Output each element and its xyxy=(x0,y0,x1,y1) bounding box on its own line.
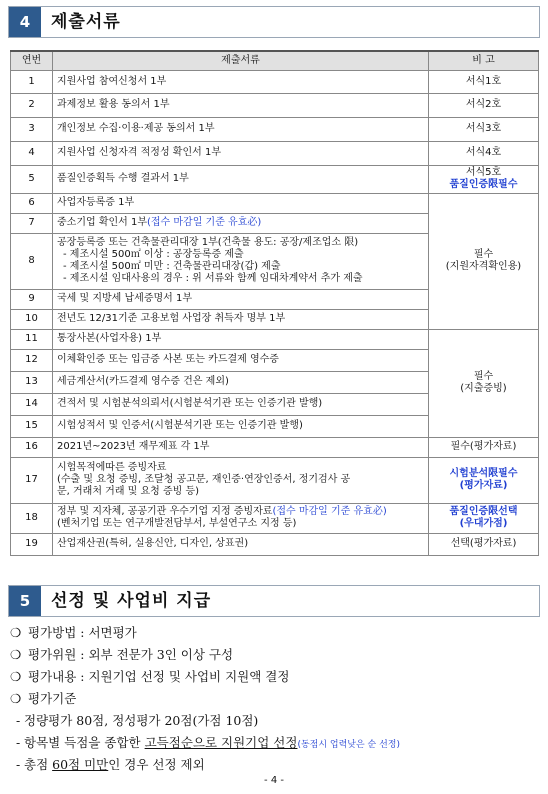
row-doc: 2021년~2023년 재무제표 각 1부 xyxy=(53,437,429,457)
row-doc-sub: - 제조시설 500㎡ 미만 : 건축물관리대장(갑) 제출 xyxy=(63,261,281,272)
row-note: 서식4호 xyxy=(429,141,539,165)
criteria-std3-post: 인 경우 선정 제외 xyxy=(108,757,205,772)
row-doc: 품질인증획득 수행 결과서 1부 xyxy=(53,165,429,193)
bullet-icon: ❍ xyxy=(10,669,22,684)
table-row xyxy=(11,117,539,141)
table-row xyxy=(11,141,539,165)
row-doc xyxy=(53,457,429,503)
row-note: 선택(평가자료) xyxy=(429,533,539,555)
section-5-title: 선정 및 사업비 지급 xyxy=(51,591,212,611)
row-doc-sub: (벤처기업 또는 연구개발전담부서, 부설연구소 지정 등) xyxy=(57,518,297,529)
row-note xyxy=(429,165,539,193)
row-doc-sub: 문, 거래처 거래 및 요청 증빙 등) xyxy=(57,486,200,497)
criteria-std3 xyxy=(10,754,540,776)
table-row xyxy=(11,533,539,555)
row-doc: 산업재산권(특허, 실용신안, 디자인, 상표권) xyxy=(53,533,429,555)
row-note-line1: 시험분석限필수 xyxy=(449,468,518,479)
row-note-line2: 품질인증限필수 xyxy=(449,179,518,190)
row-no: 1 xyxy=(11,70,53,93)
row-no: 8 xyxy=(11,233,53,289)
table-row xyxy=(11,93,539,117)
row-doc: 지원사업 신청자격 적정성 확인서 1부 xyxy=(53,141,429,165)
row-note: 필수(평가자료) xyxy=(429,437,539,457)
col-header-doc: 제출서류 xyxy=(53,51,429,70)
row-note xyxy=(429,503,539,533)
row-no: 3 xyxy=(11,117,53,141)
row-doc xyxy=(53,503,429,533)
row-note-line1: 서식5호 xyxy=(465,167,502,178)
table-row xyxy=(11,503,539,533)
row-no: 9 xyxy=(11,289,53,309)
row-no: 10 xyxy=(11,309,53,329)
row-note: 서식1호 xyxy=(429,70,539,93)
group-note-expense-line1: 필수 xyxy=(473,371,494,382)
table-row xyxy=(11,193,539,213)
row-no: 16 xyxy=(11,437,53,457)
group-note-expense xyxy=(429,329,539,437)
group-note-eligibility-line2: (지원자격확인용) xyxy=(445,261,522,272)
bullet-icon: ❍ xyxy=(10,647,22,662)
section-5-header xyxy=(8,585,540,617)
section-4-number: 4 xyxy=(9,7,41,37)
row-no: 11 xyxy=(11,329,53,349)
group-note-eligibility-line1: 필수 xyxy=(473,249,494,260)
row-note xyxy=(429,457,539,503)
row-doc-text: 공장등록증 또는 건축물관리대장 1부(건축물 용도: 공장/제조업소 限) xyxy=(57,237,359,248)
table-header-row xyxy=(11,51,539,70)
row-doc: 세금계산서(카드결제 영수증 건은 제외) xyxy=(53,371,429,393)
criteria-std2-underlined: 고득점순으로 지원기업 선정 xyxy=(144,735,298,750)
page-number: - 4 - xyxy=(264,775,284,786)
row-doc: 지원사업 참여신청서 1부 xyxy=(53,70,429,93)
row-doc: 전년도 12/31기준 고용보험 사업장 취득자 명부 1부 xyxy=(53,309,429,329)
row-doc xyxy=(53,233,429,289)
section-4-title: 제출서류 xyxy=(51,12,121,32)
criteria-method xyxy=(10,622,540,644)
dash-icon: - xyxy=(16,757,21,772)
table-row xyxy=(11,437,539,457)
row-doc-sub: - 제조시설 500㎡ 이상 : 공장등록증 제출 xyxy=(63,249,244,260)
row-no: 14 xyxy=(11,393,53,415)
row-doc: 시험성적서 및 인증서(시험분석기관 또는 인증기관 발행) xyxy=(53,415,429,437)
col-header-note: 비 고 xyxy=(429,51,539,70)
row-no: 7 xyxy=(11,213,53,233)
documents-table xyxy=(10,50,539,556)
table-row xyxy=(11,165,539,193)
criteria-std2 xyxy=(10,732,540,754)
row-note: 서식3호 xyxy=(429,117,539,141)
table-row xyxy=(11,329,539,349)
row-no: 4 xyxy=(11,141,53,165)
group-note-eligibility xyxy=(429,193,539,329)
group-note-expense-line2: (지출증빙) xyxy=(460,383,507,394)
row-doc-text: 시험목적에따른 증빙자료 xyxy=(57,462,167,473)
dash-icon: - xyxy=(16,735,21,750)
criteria-standard-text: 평가기준 xyxy=(28,691,77,706)
criteria-std2-pre: 항목별 득점을 종합한 xyxy=(24,735,145,750)
criteria-standard xyxy=(10,688,540,710)
row-no: 18 xyxy=(11,503,53,533)
criteria-content-text: 평가내용 : 지원기업 선정 및 사업비 지원액 결정 xyxy=(28,669,290,684)
row-note: 서식2호 xyxy=(429,93,539,117)
bullet-icon: ❍ xyxy=(10,691,22,706)
criteria-std1 xyxy=(10,710,540,732)
criteria-std1-text: 정량평가 80점, 정성평가 20점(가점 10점) xyxy=(24,713,259,728)
table-row xyxy=(11,70,539,93)
criteria-method-text: 평가방법 : 서면평가 xyxy=(28,625,137,640)
criteria-std3-underlined: 60점 미만 xyxy=(52,757,109,772)
row-no: 19 xyxy=(11,533,53,555)
row-no: 17 xyxy=(11,457,53,503)
row-no: 15 xyxy=(11,415,53,437)
section-5-number: 5 xyxy=(9,586,41,616)
row-doc: 과제정보 활용 동의서 1부 xyxy=(53,93,429,117)
row-doc: 사업자등록증 1부 xyxy=(53,193,429,213)
bullet-icon: ❍ xyxy=(10,625,22,640)
criteria-committee-text: 평가위원 : 외부 전문가 3인 이상 구성 xyxy=(28,647,234,662)
criteria-content xyxy=(10,666,540,688)
section-4-header xyxy=(8,6,540,38)
row-doc-sub: (수출 및 요청 증빙, 조달청 공고문, 재인증·연장인증서, 정기검사 공 xyxy=(57,474,351,485)
row-doc: 이체확인증 또는 입금증 사본 또는 카드결제 영수증 xyxy=(53,349,429,371)
row-doc: 개인정보 수집·이용·제공 동의서 1부 xyxy=(53,117,429,141)
dash-icon: - xyxy=(16,713,21,728)
row-doc xyxy=(53,213,429,233)
row-note-line2: (평가자료) xyxy=(459,480,508,491)
row-doc-sub: - 제조시설 임대사용의 경우 : 위 서류와 함께 임대차계약서 추가 제출 xyxy=(63,273,363,284)
criteria-std3-pre: 총점 xyxy=(24,757,53,772)
row-note-line2: (우대가점) xyxy=(459,518,508,529)
row-doc-text: 정부 및 지자체, 공공기관 우수기업 지정 증빙자료 xyxy=(57,506,273,517)
row-no: 13 xyxy=(11,371,53,393)
row-doc: 국세 및 지방세 납세증명서 1부 xyxy=(53,289,429,309)
row-no: 2 xyxy=(11,93,53,117)
row-no: 6 xyxy=(11,193,53,213)
criteria-committee xyxy=(10,644,540,666)
row-no: 5 xyxy=(11,165,53,193)
table-row xyxy=(11,457,539,503)
row-doc: 통장사본(사업자용) 1부 xyxy=(53,329,429,349)
row-note-line1: 품질인증限선택 xyxy=(449,506,518,517)
col-header-no: 연번 xyxy=(11,51,53,70)
row-doc: 견적서 및 시험분석의뢰서(시험분석기관 또는 인증기관 발행) xyxy=(53,393,429,415)
row-doc-blue: (접수 마감일 기준 유효必) xyxy=(272,506,387,517)
criteria-std2-note: (동점시 업력낮은 순 선정) xyxy=(297,740,401,750)
row-doc-text: 중소기업 확인서 1부 xyxy=(57,217,147,228)
row-doc-blue: (접수 마감일 기준 유효必) xyxy=(147,217,262,228)
row-no: 12 xyxy=(11,349,53,371)
evaluation-criteria xyxy=(10,622,540,776)
